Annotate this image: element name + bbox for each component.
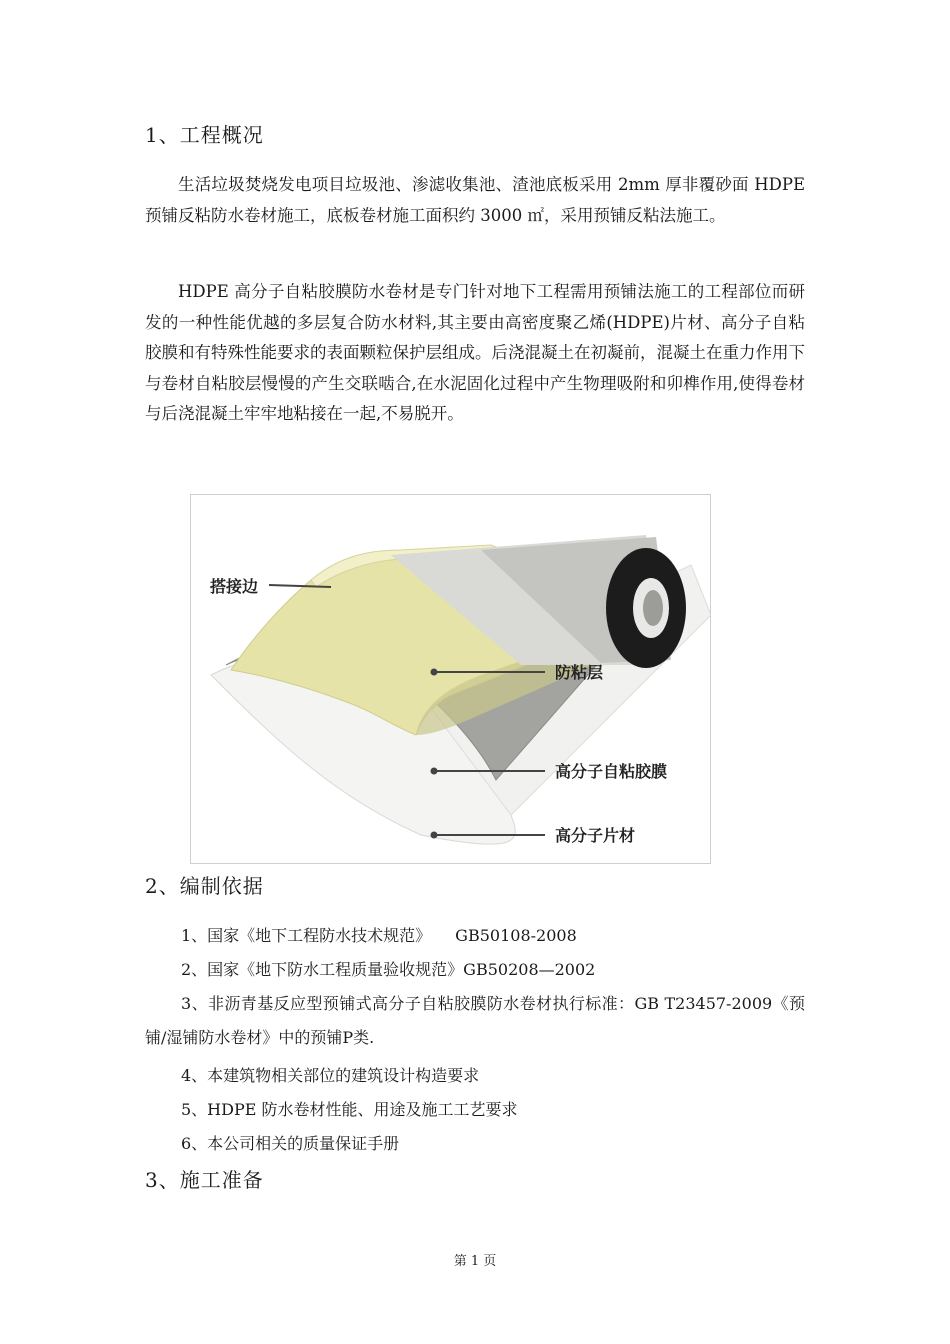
basis-item-1: 1、国家《地下工程防水技术规范》 GB50108-2008 <box>181 926 577 945</box>
page-number: 第 1 页 <box>453 1254 497 1269</box>
roll-hole-shape <box>643 590 663 626</box>
label-lap-edge: 搭接边 <box>210 577 259 596</box>
basis-item-5: 5、HDPE 防水卷材性能、用途及施工工艺要求 <box>181 1100 518 1119</box>
basis-item-4: 4、本建筑物相关部位的建筑设计构造要求 <box>181 1066 480 1085</box>
membrane-layer-diagram <box>190 494 711 864</box>
section-heading-basis: 2、编制依据 <box>145 874 264 898</box>
label-polymer-sheet: 高分子片材 <box>555 826 636 845</box>
basis-item-2: 2、国家《地下防水工程质量验收规范》GB50208—2002 <box>181 960 596 979</box>
overview-paragraph-1: 生活垃圾焚烧发电项目垃圾池、渗滤收集池、渣池底板采用 2mm 厚非覆砂面 HDPE 预铺反粘防水卷材施工，底板卷材施工面积约 3000 ㎡，采用预铺反粘法施工。 <box>145 175 805 225</box>
basis-item-6: 6、本公司相关的质量保证手册 <box>181 1134 400 1153</box>
membrane-illustration <box>191 495 710 863</box>
section-heading-preparation: 3、施工准备 <box>145 1168 264 1192</box>
section-heading-overview: 1、工程概况 <box>145 123 264 147</box>
label-adhesive-film: 高分子自粘胶膜 <box>555 762 668 781</box>
basis-item-3: 3、非沥青基反应型预铺式高分子自粘胶膜防水卷材执行标准：GB T23457-2009《预铺/湿铺防水卷材》中的预铺P类. <box>145 994 805 1047</box>
overview-paragraph-2: HDPE 高分子自粘胶膜防水卷材是专门针对地下工程需用预铺法施工的工程部位而研发的一种性能优越的多层复合防水材料,其主要由高密度聚乙烯(HDPE)片材、高分子自粘胶膜和有特殊性能要求的表面颗粒保护层组成。后浇混凝土在初凝前，混凝土在重力作用下与卷材自粘胶层慢慢的产生交联啮合,在水泥固化过程中产生物理吸附和卯榫作用,使得卷材与后浇混凝土牢牢地粘接在一起,不易脱开。 <box>145 282 805 423</box>
label-anti-stick-layer: 防粘层 <box>555 663 604 682</box>
